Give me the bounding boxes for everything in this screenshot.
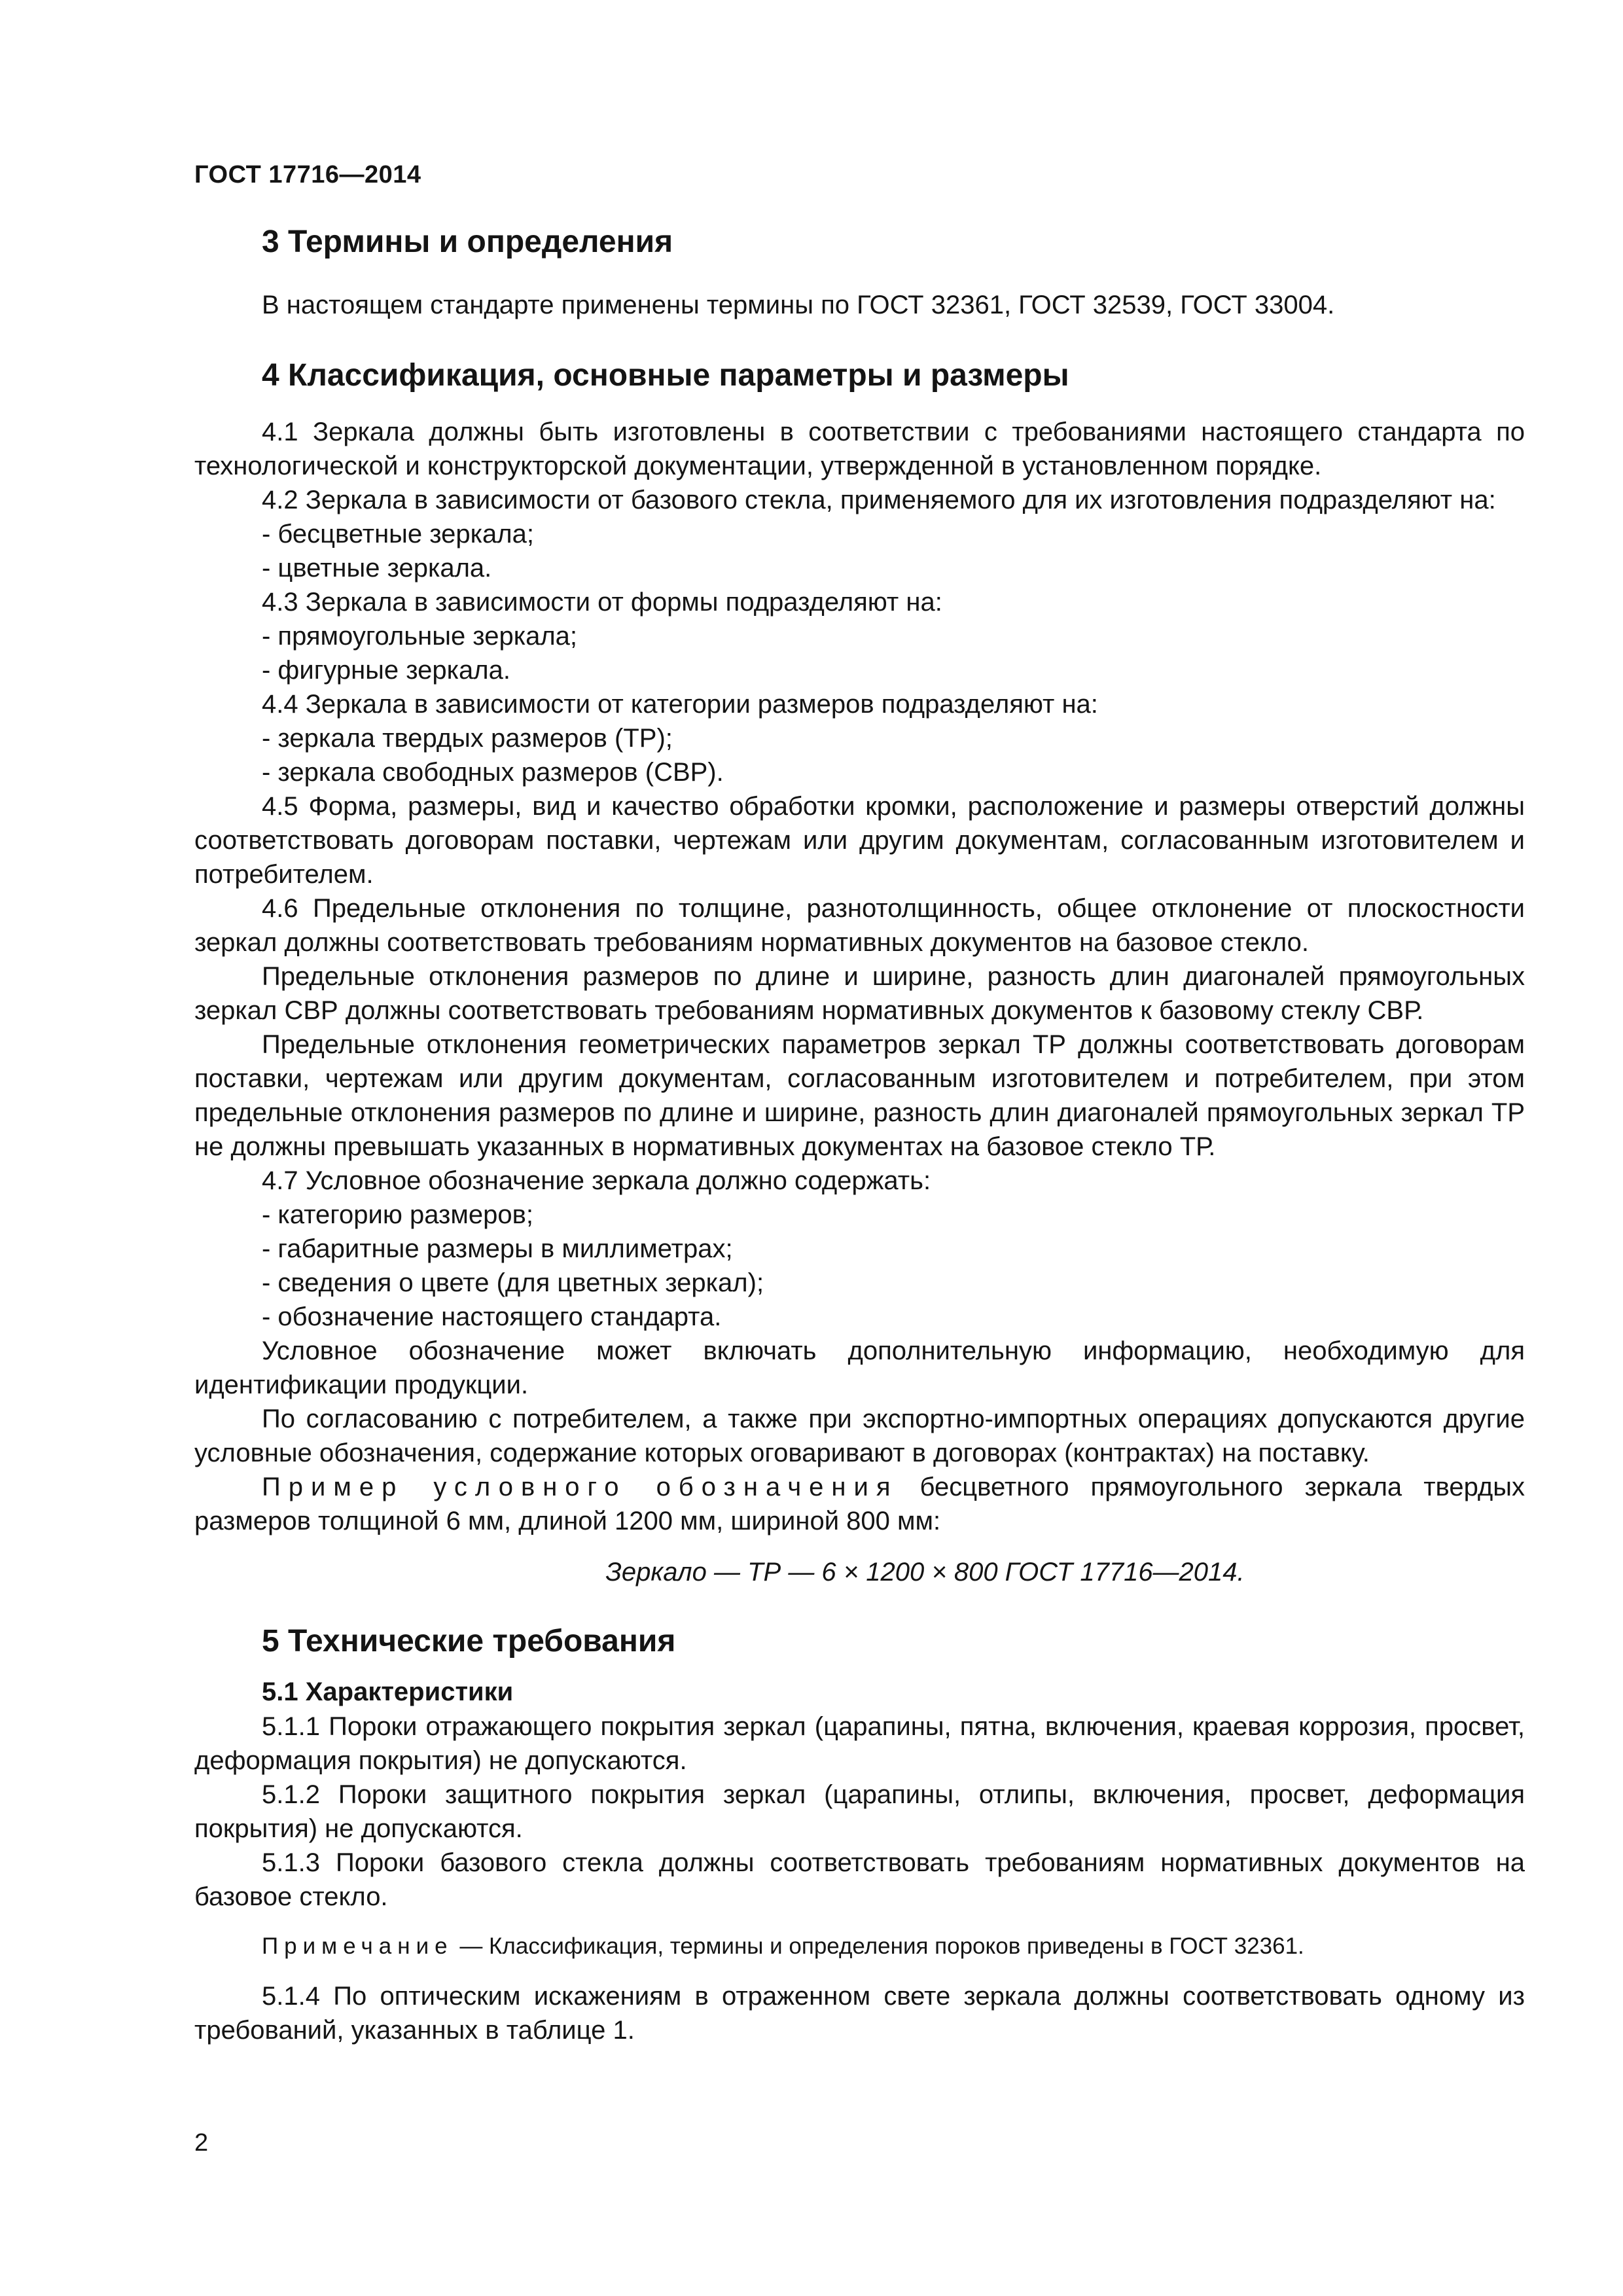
list-item: - прямоугольные зеркала; xyxy=(262,622,578,651)
list-item: - зеркала свободных размеров (СВР). xyxy=(262,758,724,787)
paragraph-4-6-tr: Предельные отклонения геометрических параметров зеркал ТР должны соответствовать договорам поставки, чертежам или другим документам, согласованным изготовителем и потребителем, при этом предельные отклонения размеров по длине и ширине, разность длин диагоналей прямоугольных зеркал ТР не должны превышать указанных в нормативных документах на базовое стекло ТР. xyxy=(194,1030,1525,1161)
paragraph-4-6: 4.6 Предельные отклонения по толщине, разнотолщинность, общее отклонение от плоскостности зеркал должны соответствовать требованиям нормативных документов на базовое стекло. xyxy=(194,894,1525,957)
list-item: - фигурные зеркала. xyxy=(262,656,510,685)
section-3-text: В настоящем стандарте применены термины по ГОСТ 32361, ГОСТ 32539, ГОСТ 33004. xyxy=(262,291,1335,319)
list-item: - сведения о цвете (для цветных зеркал); xyxy=(262,1268,764,1297)
list-item: - категорию размеров; xyxy=(262,1200,533,1229)
paragraph-4-2: 4.2 Зеркала в зависимости от базового стекла, применяемого для их изготовления подразделяют на: xyxy=(262,486,1496,514)
paragraph-5-1-4: 5.1.4 По оптическим искажениям в отраженном свете зеркала должны соответствовать одному из требований, указанных в таблице 1. xyxy=(194,1982,1525,2045)
list-item: - обозначение настоящего стандарта. xyxy=(262,1302,722,1331)
note-text: — Классификация, термины и определения пороков приведены в ГОСТ 32361. xyxy=(453,1933,1304,1959)
paragraph-4-3: 4.3 Зеркала в зависимости от формы подразделяют на: xyxy=(262,588,942,617)
section-3-title: 3 Термины и определения xyxy=(262,224,673,259)
example-paragraph xyxy=(194,1470,1525,1538)
note xyxy=(194,1931,1525,1962)
document-body xyxy=(194,223,1525,2047)
paragraph-4-7-agreement: По согласованию с потребителем, а также при экспортно-импортных операциях допускаются другие условные обозначения, содержание которых оговаривают в договорах (контрактах) на поставку. xyxy=(194,1405,1525,1467)
paragraph-4-7-additional: Условное обозначение может включать дополнительную информацию, необходимую для идентификации продукции. xyxy=(194,1336,1525,1399)
example-text: бесцветного прямоугольного зеркала твердых размеров толщиной 6 мм, длиной 1200 мм, шириной 800 мм: xyxy=(194,1473,1525,1535)
subsection-5-1-title: 5.1 Характеристики xyxy=(262,1677,514,1706)
document-code: ГОСТ 17716—2014 xyxy=(194,161,421,188)
list-item: - цветные зеркала. xyxy=(262,554,492,583)
list-item: - бесцветные зеркала; xyxy=(262,520,534,548)
list-item: - зеркала твердых размеров (ТР); xyxy=(262,724,673,753)
section-4-title: 4 Классификация, основные параметры и размеры xyxy=(262,358,1069,393)
example-label: Пример условного обозначения xyxy=(262,1473,899,1501)
section-5-title: 5 Технические требования xyxy=(262,1624,676,1659)
paragraph-5-1-2: 5.1.2 Пороки защитного покрытия зеркал (царапины, отлипы, включения, просвет, деформация покрытия) не допускаются. xyxy=(194,1780,1525,1843)
list-item: - габаритные размеры в миллиметрах; xyxy=(262,1234,733,1263)
paragraph-5-1-1: 5.1.1 Пороки отражающего покрытия зеркал (царапины, пятна, включения, краевая коррозия, просвет, деформация покрытия) не допускаются. xyxy=(194,1712,1525,1775)
paragraph-5-1-3: 5.1.3 Пороки базового стекла должны соответствовать требованиям нормативных документов на базовое стекло. xyxy=(194,1848,1525,1911)
paragraph-4-5: 4.5 Форма, размеры, вид и качество обработки кромки, расположение и размеры отверстий должны соответствовать договорам поставки, чертежам или другим документам, согласованным изготовителем и потребителем. xyxy=(194,792,1525,889)
paragraph-4-7: 4.7 Условное обозначение зеркала должно содержать: xyxy=(262,1166,931,1195)
paragraph-4-4: 4.4 Зеркала в зависимости от категории размеров подразделяют на: xyxy=(262,690,1098,719)
paragraph-4-6-svr: Предельные отклонения размеров по длине и ширине, разность длин диагоналей прямоугольных зеркал СВР должны соответствовать требованиям нормативных документов к базовому стеклу СВР. xyxy=(194,962,1525,1025)
page-number: 2 xyxy=(194,2129,209,2157)
paragraph-4-1: 4.1 Зеркала должны быть изготовлены в соответствии с требованиями настоящего стандарта по технологической и конструкторской документации, утвержденной в установленном порядке. xyxy=(194,418,1525,480)
designation-formula: Зеркало — ТР — 6 × 1200 × 800 ГОСТ 17716—2014. xyxy=(605,1558,1245,1587)
note-label: Примечание xyxy=(262,1933,454,1959)
